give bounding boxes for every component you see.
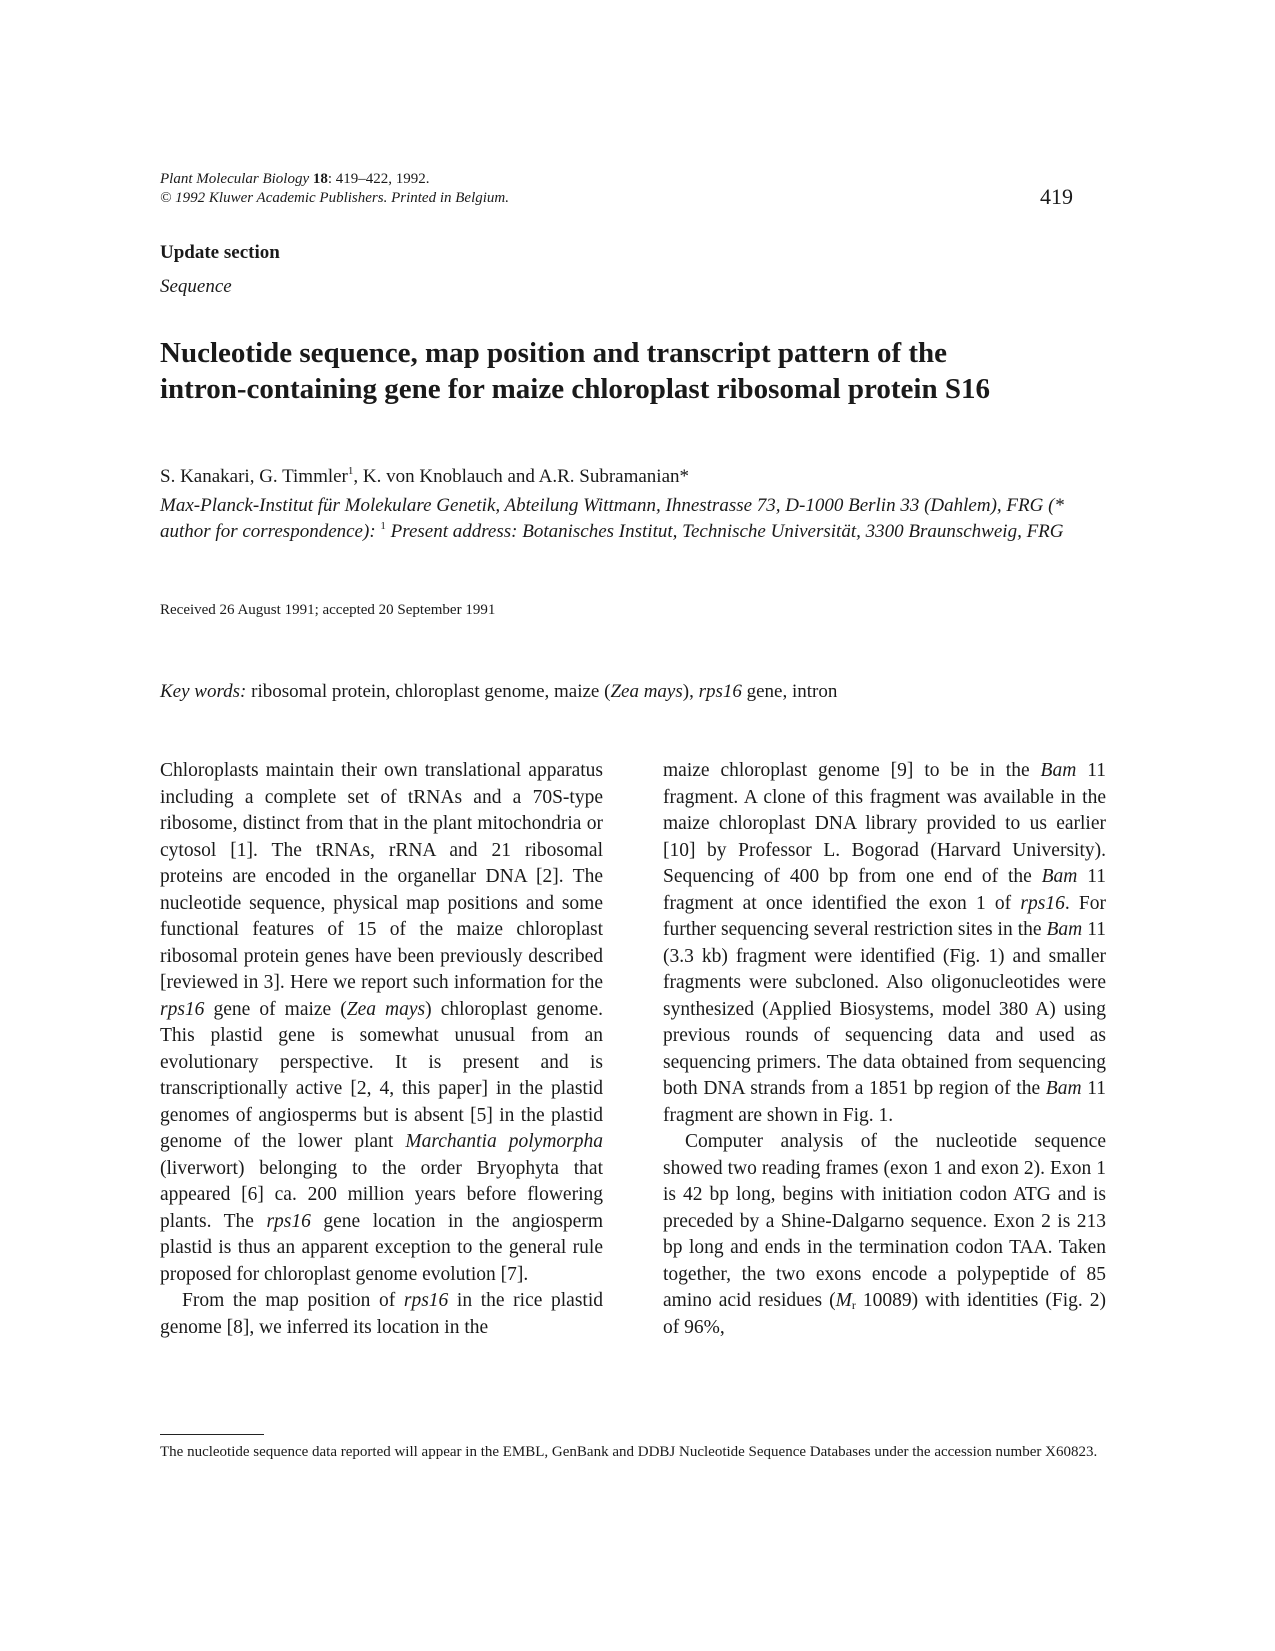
body-text: From the map position of xyxy=(182,1290,404,1311)
gene-name: rps16 xyxy=(266,1210,311,1232)
copyright-line: © 1992 Kluwer Academic Publishers. Printed in Belgium. xyxy=(160,190,509,206)
footnote: The nucleotide sequence data reported will appear in the EMBL, GenBank and DDBJ Nucleotide Sequence Databases under the accession number X60823. xyxy=(160,1444,1098,1460)
journal-citation xyxy=(160,170,509,208)
title-line: Nucleotide sequence, map position and transcript pattern of the xyxy=(160,337,948,369)
body-text: 10089) with identities (Fig. 2) of 96%, xyxy=(663,1290,1106,1338)
body-text: 11 fragment are shown in Fig. 1. xyxy=(663,1078,1106,1126)
keywords-text: ribosomal protein, chloroplast genome, maize ( xyxy=(246,681,611,702)
keywords-label: Key words: xyxy=(160,681,247,702)
fragment-name: Bam xyxy=(1040,760,1077,781)
author-text: , K. von Knoblauch and A.R. Subramanian* xyxy=(353,466,690,487)
body-text: 11 (3.3 kb) fragment were identified (Fig. 1) and smaller fragments were subcloned. Also oligonucleotides were synthesized (Applied Biosystems, model 380 A) using previous rounds of sequencing data and used as sequencing primers. The data obtained from sequencing both DNA strands from a 1851 bp region of the xyxy=(663,919,1106,1099)
molecular-mass-symbol: M xyxy=(835,1290,852,1311)
body-text: gene location in the angiosperm plastid is thus an apparent exception to the general rule proposed for chloroplast genome evolution [7]. xyxy=(160,1210,604,1285)
journal-volume: 18 xyxy=(312,171,328,187)
subsection-heading: Sequence xyxy=(160,276,232,297)
affiliation-text: Present address: Botanisches Institut, Technische Universität, 3300 Braunschweig, FRG xyxy=(385,521,1064,542)
journal-line xyxy=(160,170,509,189)
body-text: . For further sequencing several restriction sites in the xyxy=(663,892,1107,940)
fragment-name: Bam xyxy=(1041,866,1078,887)
body-text: 11 fragment. A clone of this fragment was available in the maize chloroplast DNA library provided to us earlier [10] by Professor L. Bogorad (Harvard University). Sequencing of 400 bp from one end of the xyxy=(663,760,1106,887)
body-text: maize chloroplast genome [9] to be in the xyxy=(663,760,1041,781)
molecular-mass-subscript: r xyxy=(851,1298,856,1312)
fragment-name: Bam xyxy=(1045,1078,1082,1099)
keywords xyxy=(160,681,837,703)
body-paragraph xyxy=(663,758,1106,1129)
body-text: (liverwort) belonging to the order Bryophyta that appeared [6] ca. 200 million years before flowering plants. The xyxy=(160,1157,603,1232)
journal-name: Plant Molecular Biology xyxy=(160,171,310,187)
affiliation xyxy=(160,493,1100,545)
body-column-right xyxy=(663,758,1106,1341)
journal-pages: : 419–422, 1992. xyxy=(327,171,430,187)
author-text: S. Kanakari, G. Timmler xyxy=(160,466,348,487)
affiliation-text: Max-Planck-Institut für Molekulare Genetik, Abteilung Wittmann, Ihnestrasse 73, D-1000 Berlin 33 (Dahlem), FRG (* author for correspondence): xyxy=(160,495,1064,542)
gene-name: rps16 xyxy=(403,1290,449,1311)
body-text: ) chloroplast genome. This plastid gene is somewhat unusual from an evolutionary perspective. It is present and is transcriptionally active [2, 4, this paper] in the plastid genomes of angiosperms but is absent [5] in the plastid genome of the lower plant xyxy=(160,998,603,1152)
body-text: Chloroplasts maintain their own translational apparatus including a complete set of tRNAs and a 70S-type ribosome, distinct from that in the plant mitochondria or cytosol [1]. The tRNAs, rRNA and 21 ribosomal proteins are encoded in the organellar DNA [2]. The nucleotide sequence, physical map positions and some functional features of 15 of the maize chloroplast ribosomal protein genes have been previously described [reviewed in 3]. Here we report such information for the xyxy=(160,760,603,993)
body-text: Computer analysis of the nucleotide sequence showed two reading frames (exon 1 and exon 2). Exon 1 is 42 bp long, begins with initiation codon ATG and is preceded by a Shine-Dalgarno sequence. Exon 2 is 213 bp long and ends in the termination codon TAA. Taken together, the two exons encode a polypeptide of 85 amino acid residues ( xyxy=(663,1131,1106,1311)
author-list xyxy=(160,466,689,488)
body-text: gene of maize ( xyxy=(204,998,347,1020)
keywords-text: ), xyxy=(682,681,699,702)
page-number: 419 xyxy=(1040,184,1073,209)
body-text: 11 fragment at once identified the exon 1 of xyxy=(663,866,1106,914)
body-paragraph xyxy=(160,1288,603,1341)
body-column-left xyxy=(160,758,603,1341)
body-paragraph xyxy=(663,1129,1106,1341)
gene-name: rps16 xyxy=(1020,892,1065,914)
body-text: in the rice plastid genome [8], we inferred its location in the xyxy=(160,1290,603,1338)
keywords-text: gene, intron xyxy=(741,681,838,702)
title-line: intron-containing gene for maize chloroplast ribosomal protein S16 xyxy=(160,373,990,405)
keywords-italic: Zea mays xyxy=(610,681,683,702)
fragment-name: Bam xyxy=(1046,919,1083,940)
received-dates: Received 26 August 1991; accepted 20 September 1991 xyxy=(160,602,496,618)
footnote-rule xyxy=(160,1434,264,1435)
body-paragraph xyxy=(160,758,603,1288)
species-name: Zea mays xyxy=(346,998,426,1020)
keywords-italic: rps16 xyxy=(698,681,742,702)
affiliation-footnote-mark: 1 xyxy=(380,520,386,532)
gene-name: rps16 xyxy=(160,998,205,1020)
section-heading: Update section xyxy=(160,242,280,263)
author-footnote-mark: 1 xyxy=(347,465,354,477)
species-name: Marchantia polymorpha xyxy=(405,1131,604,1152)
paper-title xyxy=(160,335,1160,407)
